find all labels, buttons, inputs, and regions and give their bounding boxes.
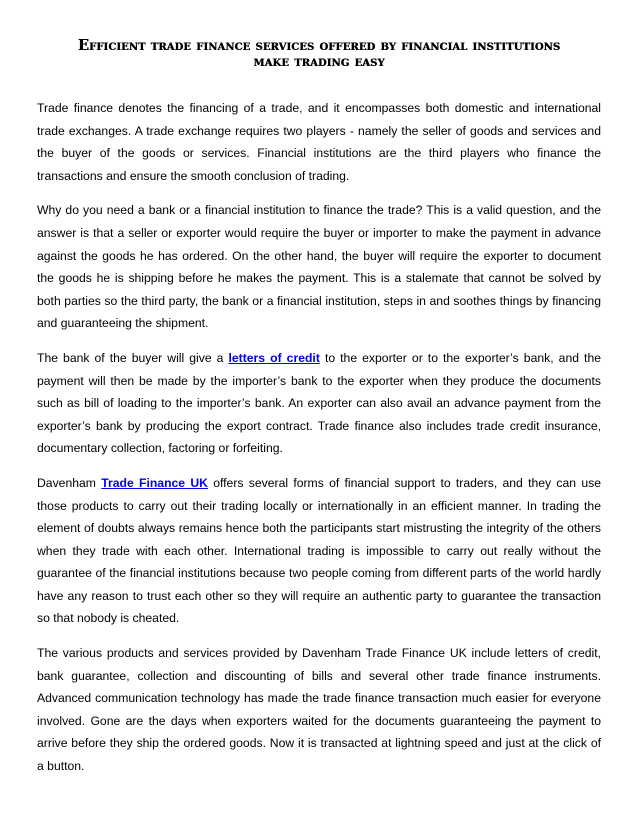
paragraph-5: The various products and services provided by Davenham Trade Finance UK include letters of credit, bank guarantee, collection and discounting of bills and several other trade finance instruments. Advanced communication technology has made the trade finance transaction much easier for everyone involved. Gone are the days when exporters waited for the documents guaranteeing the payment to arrive before they ship the ordered goods. Now it is transacted at lightning speed and just at the click of a button. bbox=[37, 646, 601, 774]
document-title bbox=[37, 38, 601, 70]
document-page bbox=[37, 38, 601, 790]
letters-of-credit-link[interactable]: letters of credit bbox=[228, 350, 320, 365]
paragraph-4 bbox=[37, 472, 601, 630]
paragraph-3-text-after: to the exporter or to the exporter’s bank, and the payment will then be made by the importer’s bank to the exporter when they produce the documents such as bill of loading to the importer’s bank. An exporter can also avail an advance payment from the exporter’s bank by producing the export contract. Trade finance also includes trade credit insurance, documentary collection, factoring or forfeiting. bbox=[37, 350, 602, 456]
paragraph-3 bbox=[37, 347, 601, 460]
paragraph-2: Why do you need a bank or a financial institution to finance the trade? This is a valid question, and the answer is that a seller or exporter would require the buyer or importer to make the payment in advance against the goods he has ordered. On the other hand, the buyer will require the exporter to document the goods he is shipping before he makes the payment. This is a stalemate that cannot be solved by both parties so the third party, the bank or a financial institution, steps in and soothes things by financing and guaranteeing the shipment. bbox=[37, 203, 601, 331]
paragraph-3-text-before: The bank of the buyer will give a bbox=[37, 350, 229, 365]
paragraph-1: Trade finance denotes the financing of a trade, and it encompasses both domestic and international trade exchanges. A trade exchange requires two players - namely the seller of goods and services and the buyer of the goods or services. Financial institutions are the third players who finance the transactions and ensure the smooth conclusion of trading. bbox=[37, 101, 601, 183]
paragraph-4-text-after: offers several forms of financial support to traders, and they can use those products to carry out their trading locally or internationally in an efficient manner. In trading the element of doubts always remains hence both the participants start mistrusting the integrity of the others when they trade with each other. International trading is impossible to carry out really without the guarantee of the financial institutions because two people coming from different parts of the world hardly have any reason to trust each other so they will require an authentic party to guarantee the transaction so that nobody is cheated. bbox=[37, 475, 601, 626]
trade-finance-uk-link[interactable]: Trade Finance UK bbox=[101, 475, 208, 490]
title-line-2: make trading easy bbox=[253, 53, 385, 70]
paragraph-4-text-before: Davenham bbox=[37, 475, 102, 490]
title-line-1: Efficient trade finance services offered by financial institutions bbox=[77, 37, 561, 54]
